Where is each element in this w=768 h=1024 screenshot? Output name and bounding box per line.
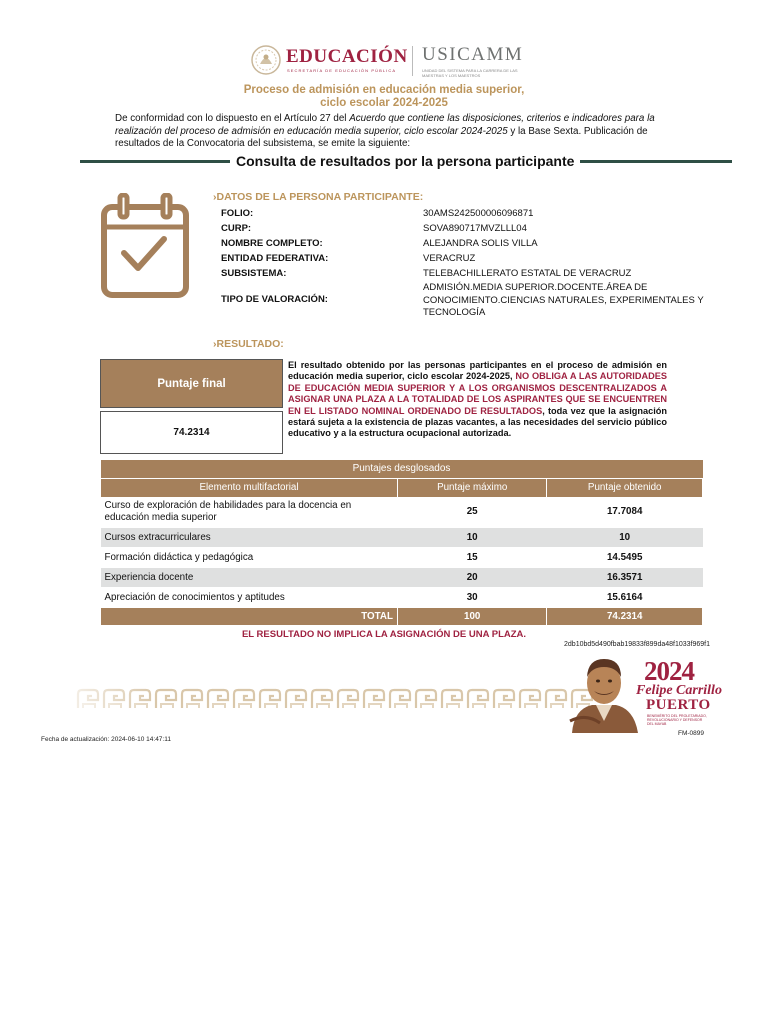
folio-value: 30AMS242500006096871 <box>423 208 534 219</box>
subsistema-label: SUBSISTEMA: <box>221 268 287 279</box>
breakdown-caption: Puntajes desglosados <box>101 460 703 478</box>
breakdown-header-row <box>101 478 703 497</box>
element-cell: Experiencia docente <box>101 567 398 587</box>
result-notice-part-2: , toda vez que la asignación estará sujeta a la existencia de plazas vacantes, a las necesidades del servicio público educativo y a la estructura ocupacional autorizada. <box>288 405 668 439</box>
info-row-folio <box>221 208 711 223</box>
heading-text: Consulta de resultados por la persona participante <box>236 153 575 169</box>
resultado-section-label: ›RESULTADO: <box>213 338 284 350</box>
obtained-cell: 16.3571 <box>547 567 703 587</box>
curp-value: SOVA890717MVZLLL04 <box>423 223 527 234</box>
subsistema-value: TELEBACHILLERATO ESTATAL DE VERACRUZ <box>423 268 632 279</box>
heading-rule-left <box>80 160 230 163</box>
disclaimer-text: EL RESULTADO NO IMPLICA LA ASIGNACIÓN DE UNA PLAZA. <box>241 629 527 640</box>
header-max: Puntaje máximo <box>398 478 547 497</box>
usicamm-logo-text: USICAMM <box>422 44 524 65</box>
title-line-2: ciclo escolar 2024-2025 <box>320 97 448 109</box>
total-obtained: 74.2314 <box>547 607 703 625</box>
decorative-pattern-band <box>75 686 595 712</box>
entidad-value: VERACRUZ <box>423 253 476 264</box>
score-breakdown-table <box>100 460 703 626</box>
disclaimer <box>0 629 768 640</box>
result-notice-part-1: El resultado obtenido por las personas participantes en el proceso de admisión en educación media superior, ciclo escolar 2024-2025, <box>288 360 667 382</box>
table-row <box>101 587 703 607</box>
obtained-cell: 14.5495 <box>547 547 703 567</box>
usicamm-logo-subtext: UNIDAD DEL SISTEMA PARA LA CARRERA DE LAS MAESTRAS Y LOS MAESTROS <box>422 68 518 78</box>
final-score-label: Puntaje final <box>100 359 283 408</box>
datos-section-label: ›DATOS DE LA PERSONA PARTICIPANTE: <box>213 191 424 203</box>
max-cell: 10 <box>398 527 547 547</box>
educacion-logo-subtext: SECRETARÍA DE EDUCACIÓN PÚBLICA <box>287 68 397 73</box>
total-max: 100 <box>398 607 547 625</box>
info-row-subsistema <box>221 268 711 282</box>
felipe-carrillo-portrait <box>566 651 642 733</box>
curp-label: CURP: <box>221 223 252 234</box>
verification-hash: 2db10bd5d490fbab19833f899da48f1033f969f1 <box>564 641 710 648</box>
intro-paragraph <box>115 113 675 151</box>
element-cell: Apreciación de conocimientos y aptitudes <box>101 587 398 607</box>
form-code: FM-0899 <box>677 730 704 737</box>
document-title <box>0 84 768 110</box>
header-logos <box>250 42 530 80</box>
max-cell: 25 <box>398 497 547 527</box>
table-row <box>101 567 703 587</box>
max-cell: 20 <box>398 567 547 587</box>
nombre-value: ALEJANDRA SOLIS VILLA <box>423 238 538 249</box>
section-heading <box>80 151 732 173</box>
total-label: TOTAL <box>101 607 398 625</box>
anniversary-logo <box>632 656 728 734</box>
entidad-label: ENTIDAD FEDERATIVA: <box>221 253 329 264</box>
update-date: Fecha de actualización: 2024-06-10 14:47:11 <box>41 736 171 743</box>
info-row-nombre <box>221 238 711 253</box>
logo-divider <box>412 46 413 76</box>
table-row <box>101 527 703 547</box>
table-row <box>101 547 703 567</box>
tipo-value: ADMISIÓN.MEDIA SUPERIOR.DOCENTE.ÁREA DE CONOCIMIENTO.CIENCIAS NATURALES, EXPERIMENTALES Y TECNOLOGÍA <box>423 282 704 318</box>
coat-of-arms-icon <box>250 44 282 76</box>
element-cell: Curso de exploración de habilidades para la docencia en educación media superior <box>101 497 398 527</box>
obtained-cell: 10 <box>547 527 703 547</box>
max-cell: 30 <box>398 587 547 607</box>
anniversary-name-2: PUERTO <box>646 697 711 713</box>
usicamm-logo <box>422 44 532 78</box>
element-cell: Formación didáctica y pedagógica <box>101 547 398 567</box>
obtained-cell: 17.7084 <box>547 497 703 527</box>
calendar-check-icon <box>100 193 192 301</box>
result-notice <box>288 360 667 440</box>
result-notice-highlight: NO OBLIGA A LAS AUTORIDADES DE EDUCACIÓN MEDIA SUPERIOR Y A LOS ORGANISMOS DESCENTRALIZADOS A ASIGNAR UNA PLAZA A LA TOTALIDAD DE LOS ASPIRANTES QUE SE ENCUENTREN EN EL LISTADO NOMINAL ORDENADO DE RESULTADOS <box>288 371 667 416</box>
title-line-1: Proceso de admisión en educación media superior, <box>243 84 525 96</box>
anniversary-tagline: BENEMÉRITO DEL PROLETARIADO, REVOLUCIONARIO Y DEFENSOR DEL MAYAB <box>647 714 707 726</box>
tipo-label: TIPO DE VALORACIÓN: <box>221 294 328 305</box>
heading-rule-right <box>580 160 732 163</box>
max-cell: 15 <box>398 547 547 567</box>
anniversary-year: 2024 <box>644 656 694 686</box>
header-element: Elemento multifactorial <box>101 478 398 497</box>
info-row-entidad <box>221 253 711 268</box>
participant-info <box>221 208 711 322</box>
element-cell: Cursos extracurriculares <box>101 527 398 547</box>
intro-part-2: y la Base Sexta. Publicación de resultados de la Convocatoria del subsistema, se emite la siguiente: <box>115 125 648 149</box>
table-row <box>101 497 703 527</box>
obtained-cell: 15.6164 <box>547 587 703 607</box>
educacion-logo-text: EDUCACIÓN <box>286 46 408 67</box>
intro-part-1: De conformidad con lo dispuesto en el Artículo 27 del <box>115 113 350 124</box>
info-row-curp <box>221 223 711 238</box>
total-row <box>101 607 703 625</box>
nombre-label: NOMBRE COMPLETO: <box>221 238 323 249</box>
folio-label: FOLIO: <box>221 208 254 219</box>
anniversary-name-1: Felipe Carrillo <box>636 683 722 698</box>
info-row-tipo <box>221 282 711 322</box>
header-obtained: Puntaje obtenido <box>547 478 703 497</box>
final-score-value: 74.2314 <box>100 411 283 454</box>
intro-italic: Acuerdo que contiene las disposiciones, criterios e indicadores para la realización del proceso de admisión en educación media superior, ciclo escolar 2024-2025 <box>115 113 655 137</box>
